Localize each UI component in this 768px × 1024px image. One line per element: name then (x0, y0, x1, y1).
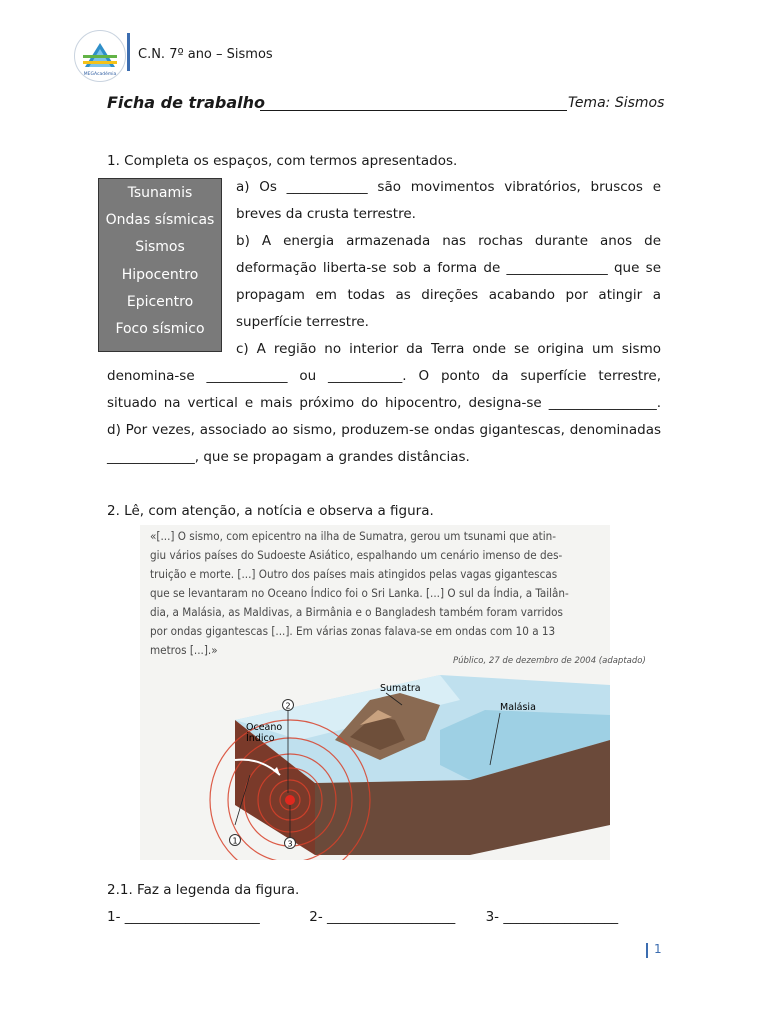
term-item: Sismos (135, 239, 185, 256)
quote-line: truição e morte. [...] Outro dos países mais atingidos pelas vagas gigantescas (150, 567, 558, 581)
term-item: Hipocentro (121, 266, 199, 283)
header-divider (127, 33, 130, 71)
legend-answers (107, 904, 618, 931)
q1-line: b) A energia armazenada nas rochas durante anos de (236, 233, 661, 249)
quote-line: dia, a Malásia, as Maldivas, a Birmânia e o Bangladesh também foram varridos (150, 605, 563, 619)
quote-line: por ondas gigantescas [...]. Em várias zonas falava-se em ondas com 10 a 13 (150, 624, 556, 638)
svg-text:MEGAcadémia: MEGAcadémia (83, 72, 117, 77)
course-header: C.N. 7º ano – Sismos (138, 47, 273, 62)
q1-line: situado na vertical e mais próximo do hipocentro, designa-se ________________. (107, 395, 661, 411)
q1-line: denomina-se ____________ ou ___________. O ponto da superfície terrestre, (107, 368, 661, 384)
question-1-prompt: 1. Completa os espaços, com termos apresentados. (107, 153, 458, 169)
quote-source: Público, 27 de dezembro de 2004 (adaptado) (453, 656, 646, 666)
term-item: Ondas sísmicas (105, 212, 215, 229)
marker-1: 1 (232, 836, 238, 846)
marker-2: 2 (285, 701, 291, 711)
term-item: Foco sísmico (115, 320, 205, 337)
q1-line: d) Por vezes, associado ao sismo, produzem-se ondas gigantescas, denominadas (107, 422, 661, 438)
answer-2: 2- ___________________ (309, 909, 456, 925)
q1-line: c) A região no interior da Terra onde se origina um sismo (236, 341, 661, 357)
quote-line: que se levantaram no Oceano Índico foi o Sri Lanka. [...] O sul da Índia, a Tailân- (150, 586, 569, 600)
label-malasia: Malásia (500, 702, 536, 713)
name-blank-line (260, 110, 567, 111)
quote-line: metros [...].» (150, 643, 218, 657)
q1-line: propagam em todas as direções acabando por atingir a (236, 287, 661, 303)
answer-1: 1- ____________________ (107, 909, 260, 925)
q1-line: deformação liberta-se sob a forma de _______________ que se (236, 260, 661, 276)
q1-line: _____________, que se propagam a grandes distâncias. (107, 449, 470, 465)
quote-line: giu vários países do Sudoeste Asiático, espalhando um cenário imenso de des- (150, 548, 563, 562)
q1-line: a) Os ____________ são movimentos vibratórios, bruscos e (236, 179, 661, 195)
label-oceano: Oceano (246, 722, 283, 733)
term-item: Tsunamis (127, 185, 193, 201)
answer-3: 3- _________________ (485, 909, 619, 925)
news-quote (150, 527, 600, 660)
page-number-bar (646, 943, 648, 958)
page-number: 1 (654, 942, 662, 956)
focus-marker (285, 795, 295, 805)
label-indico: Índico (246, 733, 275, 744)
question-2-1-prompt: 2.1. Faz a legenda da figura. (107, 882, 300, 898)
worksheet-title: Ficha de trabalho (107, 93, 265, 112)
label-sumatra: Sumatra (380, 683, 421, 694)
topic-label: Tema: Sismos (568, 95, 665, 111)
q1-line: superfície terrestre. (236, 314, 369, 330)
term-item: Epicentro (126, 293, 194, 310)
question-2-prompt: 2. Lê, com atenção, a notícia e observa a figura. (107, 503, 434, 519)
terms-box (98, 178, 222, 352)
q1-line: breves da crusta terrestre. (236, 206, 416, 222)
quote-line: «[...] O sismo, com epicentro na ilha de Sumatra, gerou um tsunami que atin- (150, 529, 556, 543)
marker-3: 3 (287, 839, 293, 849)
megacademia-logo (74, 30, 126, 82)
